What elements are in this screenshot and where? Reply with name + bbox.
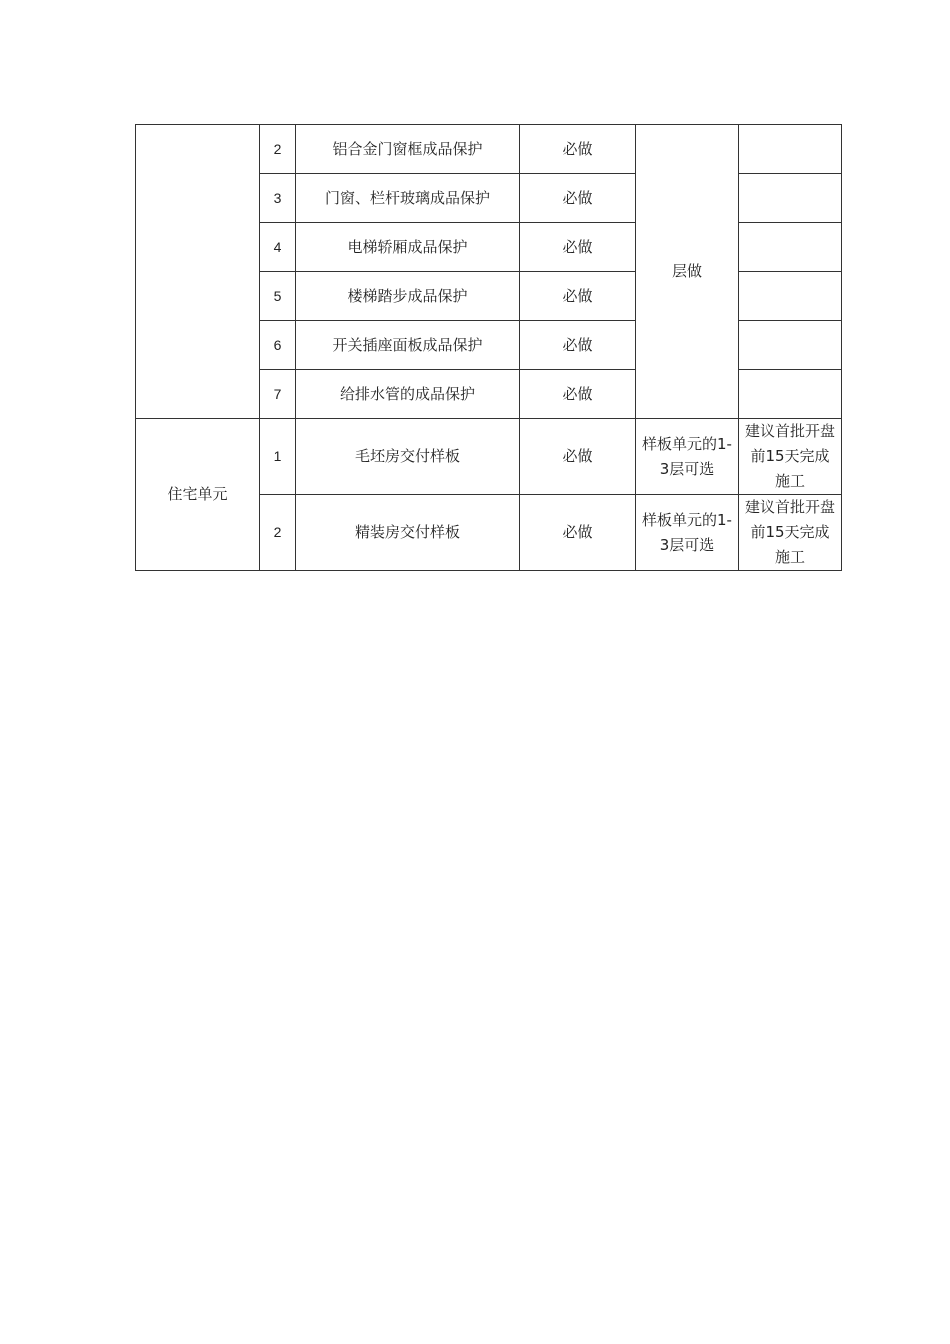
item-name: 毛坯房交付样板 [296,419,520,495]
item-name: 门窗、栏杆玻璃成品保护 [296,174,520,223]
item-name: 精装房交付样板 [296,495,520,571]
requirement: 必做 [520,419,636,495]
requirement: 必做 [520,495,636,571]
frequency-cell: 样板单元的1-3层可选 [636,419,739,495]
remark-cell: 建议首批开盘前15天完成施工 [739,495,842,571]
requirement: 必做 [520,174,636,223]
item-name: 电梯轿厢成品保护 [296,223,520,272]
requirement: 必做 [520,321,636,370]
frequency-cell: 层做 [636,125,739,419]
remark-cell [739,272,842,321]
row-number: 2 [260,495,296,571]
row-number: 2 [260,125,296,174]
remark-cell [739,321,842,370]
requirement: 必做 [520,223,636,272]
table-row [136,125,842,174]
remark-cell [739,174,842,223]
row-number: 5 [260,272,296,321]
requirement: 必做 [520,370,636,419]
frequency-cell: 样板单元的1-3层可选 [636,495,739,571]
category-cell [136,125,260,419]
item-name: 给排水管的成品保护 [296,370,520,419]
category-cell: 住宅单元 [136,419,260,571]
remark-cell [739,370,842,419]
table-row [136,419,842,495]
requirement: 必做 [520,272,636,321]
row-number: 6 [260,321,296,370]
item-name: 开关插座面板成品保护 [296,321,520,370]
item-name: 楼梯踏步成品保护 [296,272,520,321]
requirement: 必做 [520,125,636,174]
remark-cell: 建议首批开盘前15天完成施工 [739,419,842,495]
item-name: 铝合金门窗框成品保护 [296,125,520,174]
remark-cell [739,223,842,272]
row-number: 1 [260,419,296,495]
remark-cell [739,125,842,174]
row-number: 4 [260,223,296,272]
finished-product-protection-table [135,124,842,571]
row-number: 3 [260,174,296,223]
row-number: 7 [260,370,296,419]
